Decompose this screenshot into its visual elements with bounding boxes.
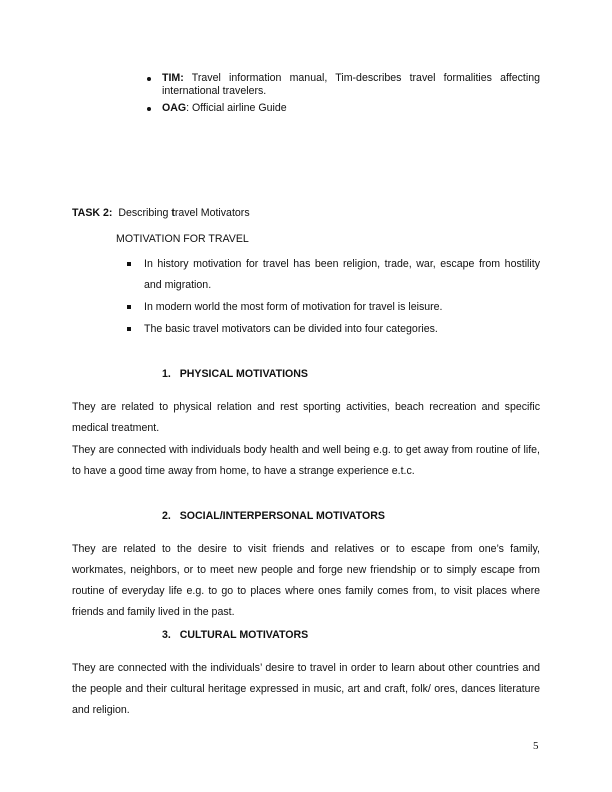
motivation-bullet-item: In modern world the most form of motivation for travel is leisure. (144, 301, 443, 313)
paragraph: They are connected with individuals body health and well being e.g. to get away from routine of life, to have a good time away from home, to have a strange experience e.t.c. (72, 444, 540, 477)
section-heading-physical (162, 368, 308, 381)
section-number: 1. (162, 368, 171, 380)
section-title: SOCIAL/INTERPERSONAL MOTIVATORS (179, 510, 385, 522)
bullet-dot (147, 107, 151, 111)
task-title-pre: Describing (118, 207, 172, 219)
bullet-dot (147, 77, 151, 81)
paragraph: They are related to the desire to visit friends and relatives or to escape from one’s family, workmates, neighbors, or to meet new people and forge new friendship or to simply escape from routine of everyday life e.g. to go to places where ones family comes from, to visit places where friends and family lived in the past. (72, 543, 540, 618)
task-heading (72, 207, 250, 220)
motivation-heading: MOTIVATION FOR TRAVEL (116, 233, 249, 245)
bullet-term: TIM: (162, 72, 184, 84)
bullet-square (127, 262, 131, 266)
bullet-term: OAG (162, 102, 187, 114)
section-title: PHYSICAL MOTIVATIONS (179, 368, 308, 380)
bullet-item-oag (162, 102, 540, 115)
paragraph: They are connected with the individuals’ desire to travel in order to learn about other countries and the people and their cultural heritage expressed in music, art and craft, folk/ ores, dances literature and religion. (72, 662, 540, 716)
page-number: 5 (533, 740, 539, 752)
motivation-bullet-item: In history motivation for travel has been religion, trade, war, escape from hostility and migration. (144, 258, 540, 291)
paragraph: They are related to physical relation and rest sporting activities, beach recreation and specific medical treatment. (72, 401, 540, 434)
motivation-bullet-item: The basic travel motivators can be divided into four categories. (144, 323, 438, 335)
section-heading-cultural (162, 629, 308, 642)
section-number: 2. (162, 510, 171, 522)
section-heading-social (162, 510, 385, 523)
bullet-text: Travel information manual, Tim-describes travel formalities affecting international travelers. (162, 72, 540, 97)
section-number: 3. (162, 629, 171, 641)
section-title: CULTURAL MOTIVATORS (179, 629, 309, 641)
task-label: TASK 2: (72, 207, 113, 219)
bullet-item-tim (162, 72, 540, 98)
task-title-post: ravel Motivators (174, 207, 250, 219)
bullet-square (127, 327, 131, 331)
task-title-bold-letter: t (171, 207, 175, 219)
bullet-square (127, 305, 131, 309)
bullet-text: : Official airline Guide (186, 102, 287, 114)
